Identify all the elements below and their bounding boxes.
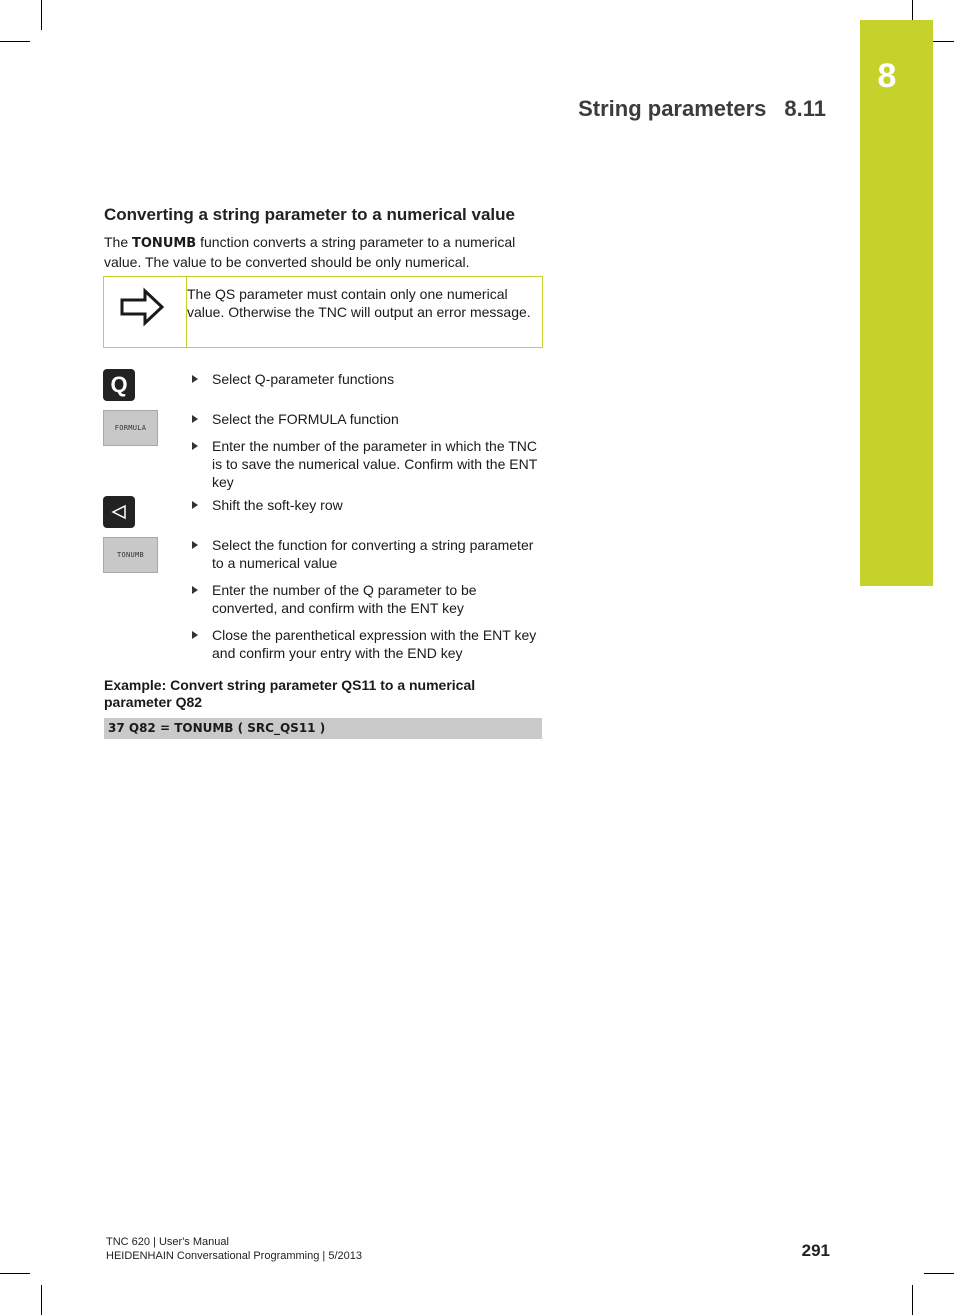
bullet-triangle-icon [192, 631, 198, 639]
formula-softkey: FORMULA [103, 410, 158, 446]
step-item [192, 536, 537, 572]
crop-mark [912, 1285, 913, 1315]
code-example: 37 Q82 = TONUMB ( SRC_QS11 ) [104, 718, 542, 739]
crop-mark [924, 1273, 954, 1274]
bullet-triangle-icon [192, 442, 198, 450]
tonumb-softkey: TONUMB [103, 537, 158, 573]
step-text: Enter the number of the Q parameter to be converted, and confirm with the ENT key [212, 582, 477, 616]
shift-softkey-row-key [103, 496, 135, 528]
intro-keyword: TONUMB [132, 236, 197, 251]
step-item [192, 370, 537, 388]
crop-mark [0, 41, 30, 42]
step-text: Shift the soft-key row [212, 497, 343, 513]
step-text: Close the parenthetical expression with the ENT key and confirm your entry with the END key [212, 627, 537, 661]
q-key: Q [103, 369, 135, 401]
step-text: Select Q-parameter functions [212, 371, 395, 387]
intro-after: function converts a string parameter to a numerical value. The value to be converted should be only numerical. [104, 234, 516, 270]
step-text: Select the function for converting a string parameter to a numerical value [212, 537, 534, 571]
crop-mark [933, 41, 954, 42]
footer-line-1: TNC 620 | User's Manual [106, 1236, 229, 1248]
page-number: 291 [801, 1241, 830, 1260]
running-header-title: String parameters [578, 96, 767, 121]
note-text: The QS parameter must contain only one numerical value. Otherwise the TNC will output an error message. [187, 286, 531, 320]
bullet-triangle-icon [192, 501, 198, 509]
note-box [103, 276, 543, 348]
arrow-right-icon [119, 287, 165, 327]
chapter-number: 8 [877, 57, 897, 95]
step-item [192, 410, 537, 428]
crop-mark [0, 1273, 30, 1274]
intro-paragraph [104, 233, 544, 271]
footer [106, 1235, 362, 1263]
step-item [192, 437, 537, 491]
step-item [192, 626, 537, 662]
step-text: Enter the number of the parameter in which the TNC is to save the numerical value. Confirm with the ENT key [212, 438, 538, 490]
crop-mark [912, 0, 913, 20]
triangle-left-icon [111, 504, 127, 520]
bullet-triangle-icon [192, 375, 198, 383]
intro-before: The [104, 234, 133, 250]
bullet-triangle-icon [192, 541, 198, 549]
bullet-triangle-icon [192, 586, 198, 594]
step-item [192, 496, 537, 514]
step-text: Select the FORMULA function [212, 411, 399, 427]
running-header [578, 96, 826, 122]
step-item [192, 581, 537, 617]
section-title: Converting a string parameter to a numerical value [104, 205, 515, 224]
chapter-tab [860, 20, 933, 586]
crop-mark [41, 0, 42, 30]
example-title: Example: Convert string parameter QS11 to a numerical parameter Q82 [104, 677, 476, 710]
running-header-section: 8.11 [784, 96, 826, 121]
footer-line-2: HEIDENHAIN Conversational Programming | 5/2013 [106, 1250, 362, 1262]
bullet-triangle-icon [192, 415, 198, 423]
crop-mark [41, 1285, 42, 1315]
